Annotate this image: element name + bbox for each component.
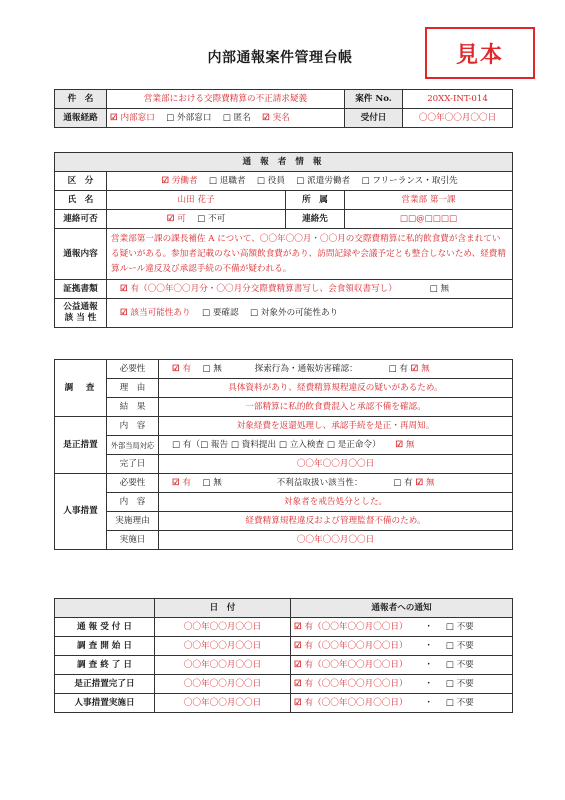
reporter-section-title: 通 報 者 情 報	[55, 153, 513, 172]
empty-box-icon[interactable]: □	[201, 307, 211, 318]
external-authority-label: 外部当局対応	[107, 436, 159, 455]
schedule-row-notice	[291, 618, 513, 637]
notice-yes-suffix: ）	[399, 697, 408, 708]
contact-ok-options	[107, 210, 286, 229]
empty-box-icon[interactable]: □	[388, 363, 397, 374]
schedule-row-label: 調 査 終 了 日	[55, 656, 155, 675]
correction-content-value: 対象経費を返還処理し、承認手続を是正・再周知。	[159, 417, 513, 436]
notice-yes-suffix: ）	[399, 621, 408, 632]
empty-box-icon[interactable]: □	[278, 439, 287, 450]
contact-label: 連絡先	[286, 210, 345, 229]
empty-box-icon[interactable]: □	[326, 439, 335, 450]
case-no-value: 20XX-INT-014	[403, 90, 513, 109]
received-label: 受付日	[345, 109, 403, 128]
public-option-check: 要確認	[212, 307, 239, 318]
checked-box-icon[interactable]: ☑	[262, 112, 270, 123]
empty-box-icon[interactable]: □	[361, 175, 370, 186]
notice-date: 〇〇年〇〇月〇〇日	[321, 640, 400, 651]
investigation-result-value: 一部精算に私的飲食費混入と承認不備を確認。	[159, 398, 513, 417]
received-value: 〇〇年〇〇月〇〇日	[403, 109, 513, 128]
checked-box-icon[interactable]: ☑	[410, 363, 419, 374]
empty-box-icon[interactable]: □	[445, 659, 454, 670]
case-no-label: 案件 No.	[345, 90, 403, 109]
personnel-label: 人事措置	[55, 474, 107, 550]
checked-box-icon[interactable]: ☑	[294, 659, 302, 670]
empty-box-icon[interactable]: □	[230, 439, 239, 450]
public-interest-label	[55, 299, 107, 328]
obstruction-yes: 有	[399, 363, 408, 374]
route-option-internal: 内部窓口	[120, 112, 155, 123]
notice-date: 〇〇年〇〇月〇〇日	[321, 621, 400, 632]
schedule-corner	[55, 599, 155, 618]
disadvantage-yes: 有	[404, 477, 413, 488]
empty-box-icon[interactable]: □	[200, 439, 209, 450]
public-interest-options	[107, 299, 513, 328]
schedule-row-date: 〇〇年〇〇月〇〇日	[155, 675, 291, 694]
empty-box-icon[interactable]: □	[296, 175, 305, 186]
notice-separator: ・	[424, 640, 433, 651]
table-row	[55, 675, 513, 694]
measures-table	[54, 359, 513, 550]
schedule-rows	[55, 618, 513, 713]
external-option-no: 無	[405, 439, 415, 450]
correction-date-label: 完了日	[107, 455, 159, 474]
contact-ok-label: 連絡可否	[55, 210, 107, 229]
checked-box-icon[interactable]: ☑	[294, 697, 302, 708]
schedule-row-date: 〇〇年〇〇月〇〇日	[155, 656, 291, 675]
personnel-need-no: 無	[213, 477, 222, 488]
personnel-need-options	[159, 474, 513, 493]
dept-value: 営業部 第一課	[345, 191, 513, 210]
notice-yes-prefix: 有（	[304, 678, 322, 689]
notice-yes-prefix: 有（	[304, 621, 322, 632]
investigation-need-yes: 有	[182, 363, 192, 374]
empty-box-icon[interactable]: □	[202, 477, 211, 488]
notice-not-needed: 不要	[456, 678, 474, 689]
checked-box-icon[interactable]: ☑	[395, 439, 404, 450]
external-option-docs: 資料提出	[241, 439, 277, 450]
empty-box-icon[interactable]: □	[429, 283, 438, 294]
public-option-possible: 該当可能性あり	[130, 307, 191, 318]
schedule-row-notice	[291, 637, 513, 656]
table-row	[55, 618, 513, 637]
empty-box-icon[interactable]: □	[172, 439, 181, 450]
investigation-need-no: 無	[213, 363, 222, 374]
disadvantage-no: 無	[425, 477, 435, 488]
empty-box-icon[interactable]: □	[197, 213, 206, 224]
notice-not-needed: 不要	[456, 640, 474, 651]
checked-box-icon[interactable]: ☑	[172, 477, 180, 488]
contact-ok-no: 不可	[208, 213, 226, 224]
personnel-date-value: 〇〇年〇〇月〇〇日	[159, 531, 513, 550]
empty-box-icon[interactable]: □	[208, 175, 218, 186]
personnel-content-value: 対象者を戒告処分とした。	[159, 493, 513, 512]
public-label-line2: 該 当 性	[64, 313, 97, 323]
schedule-row-label: 通 報 受 付 日	[55, 618, 155, 637]
notice-yes-suffix: ）	[399, 640, 408, 651]
obstruction-label: 探索行為・通報妨害確認：	[254, 363, 358, 374]
empty-box-icon[interactable]: □	[445, 697, 454, 708]
category-label: 区 分	[55, 172, 107, 191]
checked-box-icon[interactable]: ☑	[110, 112, 118, 123]
notice-yes-prefix: 有（	[304, 640, 322, 651]
category-options	[107, 172, 513, 191]
schedule-row-date: 〇〇年〇〇月〇〇日	[155, 694, 291, 713]
name-label: 氏 名	[55, 191, 107, 210]
notice-not-needed: 不要	[456, 621, 474, 632]
reporter-table	[54, 152, 513, 328]
external-option-inspection: 立入検査	[289, 439, 325, 450]
table-row	[55, 694, 513, 713]
correction-content-label: 内 容	[107, 417, 159, 436]
checked-box-icon[interactable]: ☑	[172, 363, 180, 374]
route-option-anonymous: 匿名	[233, 112, 251, 123]
personnel-content-label: 内 容	[107, 493, 159, 512]
investigation-reason-label: 理 由	[107, 379, 159, 398]
personnel-need-label: 必要性	[107, 474, 159, 493]
external-option-report: 報告	[210, 439, 229, 450]
route-label: 通報経路	[55, 109, 107, 128]
empty-box-icon[interactable]: □	[202, 363, 211, 374]
schedule-col-notice: 通報者への通知	[291, 599, 513, 618]
notice-not-needed: 不要	[456, 697, 474, 708]
evidence-options	[107, 280, 513, 299]
correction-label: 是正措置	[55, 417, 107, 474]
empty-box-icon[interactable]: □	[393, 477, 402, 488]
category-option-dispatch: 派遣労働者	[307, 175, 351, 186]
external-option-order: 是正命令）	[337, 439, 381, 450]
category-option-freelance: フリーランス・取引先	[372, 175, 458, 186]
checked-box-icon[interactable]: ☑	[294, 621, 302, 632]
contact-value: □□@□□□□	[345, 210, 513, 229]
empty-box-icon[interactable]: □	[445, 640, 454, 651]
checked-box-icon[interactable]: ☑	[294, 678, 302, 689]
case-name-value: 営業部における交際費精算の不正請求疑義	[107, 90, 345, 109]
public-label-line1: 公益通報	[63, 302, 98, 312]
notice-yes-suffix: ）	[399, 678, 408, 689]
case-table	[54, 89, 513, 128]
checked-box-icon[interactable]: ☑	[120, 283, 128, 294]
schedule-row-notice	[291, 675, 513, 694]
external-authority-options	[159, 436, 513, 455]
notice-separator: ・	[424, 621, 433, 632]
notice-yes-prefix: 有（	[304, 659, 322, 670]
category-option-employee: 労働者	[171, 175, 198, 186]
checked-box-icon[interactable]: ☑	[166, 213, 175, 224]
notice-date: 〇〇年〇〇月〇〇日	[321, 678, 400, 689]
checked-box-icon[interactable]: ☑	[415, 477, 424, 488]
notice-yes-suffix: ）	[399, 659, 408, 670]
schedule-table	[54, 598, 513, 713]
dept-label: 所 属	[286, 191, 345, 210]
evidence-yes: 有（〇〇年〇〇月分・〇〇月分交際費精算書写し、会食領収書写し）	[130, 283, 397, 294]
notice-separator: ・	[424, 697, 433, 708]
content-label: 通報内容	[55, 229, 107, 280]
investigation-label: 調 査	[55, 360, 107, 417]
personnel-reason-value: 経費精算規程違反および管理監督不備のため。	[159, 512, 513, 531]
personnel-need-yes: 有	[182, 477, 192, 488]
notice-date: 〇〇年〇〇月〇〇日	[321, 659, 400, 670]
notice-yes-prefix: 有（	[304, 697, 322, 708]
category-option-retired: 退職者	[219, 175, 246, 186]
investigation-need-options	[159, 360, 513, 379]
table-row	[55, 637, 513, 656]
investigation-result-label: 結 果	[107, 398, 159, 417]
case-name-label: 件 名	[55, 90, 107, 109]
schedule-col-date: 日 付	[155, 599, 291, 618]
notice-separator: ・	[424, 678, 433, 689]
checked-box-icon[interactable]: ☑	[294, 640, 302, 651]
notice-separator: ・	[424, 659, 433, 670]
route-options	[107, 109, 345, 128]
route-option-external: 外部窓口	[177, 112, 212, 123]
content-value: 営業部第一課の課長補佐 A について、〇〇年〇〇月・〇〇月の交際費精算に私的飲食費が含まれている疑いがある。参加者記載のない高額飲食費があり、訪問記録や会議予定とも整合しないため、経費精算ルール違反及び承認手続の不備が疑われる。	[107, 229, 513, 280]
external-option-yes: 有（	[182, 439, 201, 450]
empty-box-icon[interactable]: □	[166, 112, 175, 123]
name-value: 山田 花子	[107, 191, 286, 210]
notice-not-needed: 不要	[456, 659, 474, 670]
correction-date-value: 〇〇年〇〇月〇〇日	[159, 455, 513, 474]
disadvantage-label: 不利益取扱い該当性：	[276, 477, 363, 488]
investigation-need-label: 必要性	[107, 360, 159, 379]
empty-box-icon[interactable]: □	[222, 112, 231, 123]
personnel-date-label: 実施日	[107, 531, 159, 550]
obstruction-no: 無	[421, 363, 430, 374]
personnel-reason-label: 実施理由	[107, 512, 159, 531]
sample-stamp: 見本	[425, 27, 535, 79]
schedule-row-date: 〇〇年〇〇月〇〇日	[155, 637, 291, 656]
public-option-excluded: 対象外の可能性あり	[260, 307, 339, 318]
schedule-row-label: 是正措置完了日	[55, 675, 155, 694]
category-option-officer: 役員	[267, 175, 285, 186]
schedule-row-notice	[291, 656, 513, 675]
empty-box-icon[interactable]: □	[256, 175, 266, 186]
route-option-named: 実名	[272, 112, 290, 123]
schedule-row-date: 〇〇年〇〇月〇〇日	[155, 618, 291, 637]
investigation-reason-value: 具体資料があり、経費精算規程違反の疑いがあるため。	[159, 379, 513, 398]
empty-box-icon[interactable]: □	[445, 678, 454, 689]
table-row	[55, 656, 513, 675]
schedule-row-notice	[291, 694, 513, 713]
page-title: 内部通報案件管理台帳	[207, 50, 353, 66]
schedule-row-label: 調 査 開 始 日	[55, 637, 155, 656]
evidence-no: 無	[440, 283, 450, 294]
notice-date: 〇〇年〇〇月〇〇日	[321, 697, 400, 708]
empty-box-icon[interactable]: □	[445, 621, 454, 632]
contact-ok-yes: 可	[177, 213, 186, 224]
checked-box-icon[interactable]: ☑	[120, 307, 128, 318]
checked-box-icon[interactable]: ☑	[161, 175, 170, 186]
evidence-label: 証拠書類	[55, 280, 107, 299]
empty-box-icon[interactable]: □	[249, 307, 259, 318]
schedule-row-label: 人事措置実施日	[55, 694, 155, 713]
